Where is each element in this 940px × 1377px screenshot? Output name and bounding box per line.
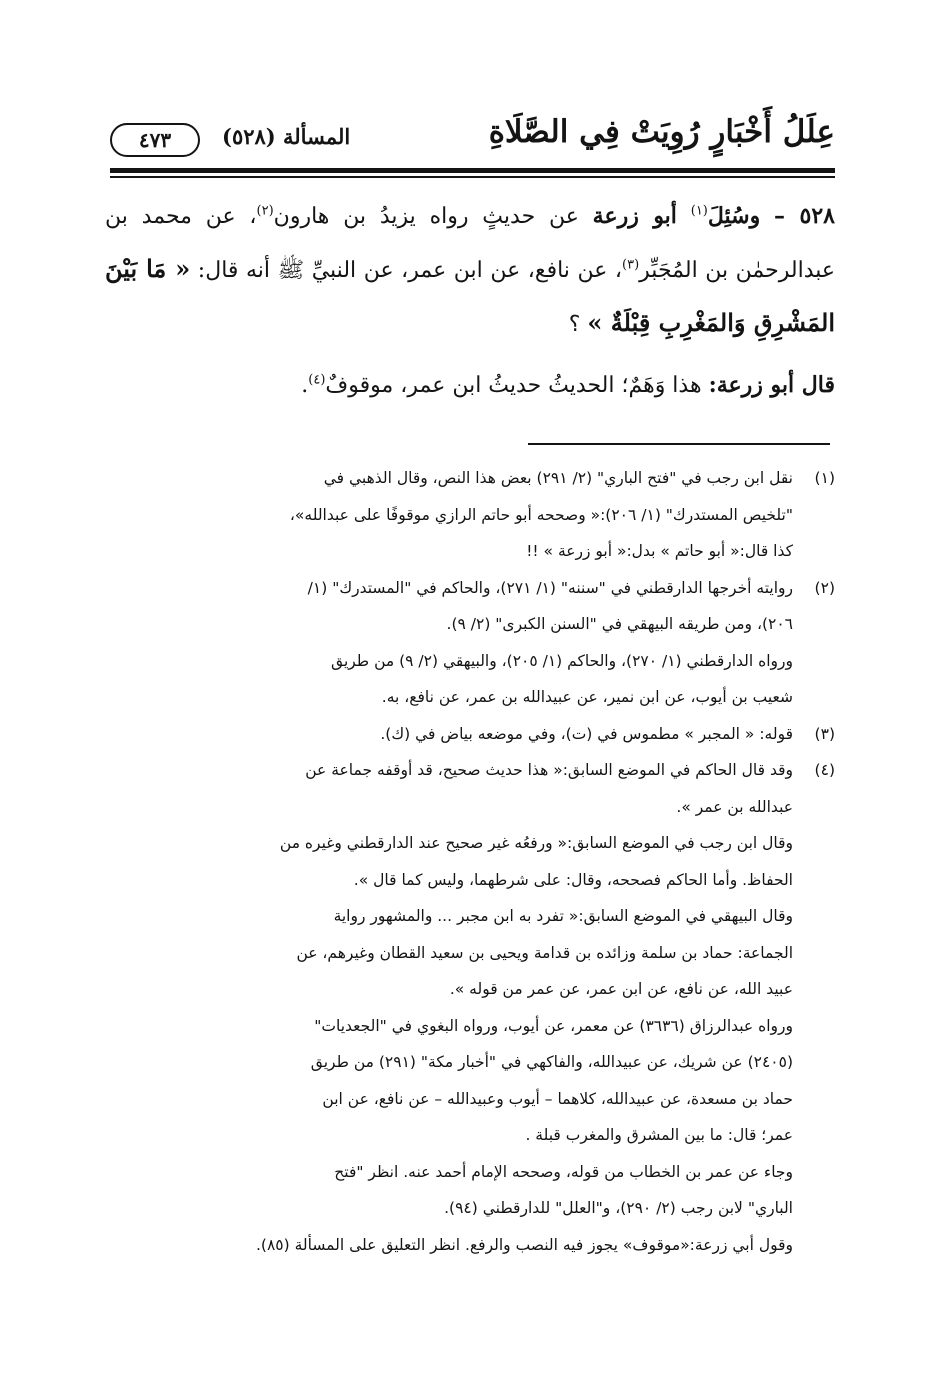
footnote-line: الجماعة: حماد بن سلمة وزائده بن قدامة ويحيى بن سعيد القطان وغيرهم، عن bbox=[296, 943, 793, 962]
footnote-number: (٣) bbox=[814, 724, 835, 743]
footnote-line: عمر؛ قال: ما بين المشرق والمغرب قبلة . bbox=[525, 1126, 793, 1144]
footnote-line: وقول أبي زرعة:«موقوف» يجوز فيه النصب والرفع. انظر التعليق على المسألة (٨٥). bbox=[255, 1235, 793, 1254]
issue-label: المسألة (٥٢٨) bbox=[222, 124, 351, 149]
footnote-line: الباري" لابن رجب (٢/ ٢٩٠)، و"العلل" للدارقطني (٩٤). bbox=[444, 1199, 793, 1217]
question-text-b: ، عن محمد بن عبدالرحمٰن بن المُجَبِّر bbox=[105, 204, 836, 283]
footnote-line: روايته أخرجها الدارقطني في "سننه" (١/ ٢٧١)، والحاكم في "المستدرك" (١/ bbox=[307, 578, 793, 597]
footnote-line: عبيد الله، عن نافع، عن ابن عمر، عن عمر من قوله ». bbox=[449, 980, 793, 998]
question-text-a: عن حديثٍ رواه يزيدُ بن هارون bbox=[273, 204, 579, 229]
page-number-badge: ٤٧٣ bbox=[110, 123, 200, 157]
footnote-line: وقد قال الحاكم في الموضع السابق:« هذا حديث صحيح، قد أوقفه جماعة عن bbox=[305, 761, 793, 779]
footnote-line: كذا قال:« أبو حاتم » بدل:« أبو زرعة » !! bbox=[526, 542, 793, 560]
page-header bbox=[110, 112, 835, 164]
issue-number: ٥٢٨ – bbox=[774, 203, 835, 229]
answer-label: قال أبو زرعة: bbox=[708, 372, 835, 398]
footnote-ref-3[interactable]: (٣) bbox=[622, 257, 640, 273]
footnote-line: "تلخيص المستدرك" (١/ ٢٠٦):« وصححه أبو حاتم الرازي موقوفًا على عبدالله»، bbox=[289, 505, 793, 524]
book-title: عِلَلُ أَخْبَارٍ رُوِيَتْ فِي الصَّلَاةِ bbox=[488, 114, 835, 150]
footnote-line: ورواه الدارقطني (١/ ٢٧٠)، والحاكم (١/ ٢٠٥)، والبيهقي (٢/ ٩) من طريق bbox=[331, 651, 793, 670]
question-mark: ؟ bbox=[568, 312, 581, 337]
footnote-ref-1[interactable]: (١) bbox=[690, 203, 708, 219]
footnote-1 bbox=[105, 460, 835, 570]
footnotes bbox=[105, 460, 835, 1263]
header-rule-thin bbox=[110, 176, 835, 178]
footnote-line: عبدالله بن عمر ». bbox=[676, 797, 793, 816]
footnote-line: حماد بن مسعدة، عن عبيدالله، كلاهما – أيوب وعبيدالله – عن نافع، عن ابن bbox=[322, 1089, 793, 1108]
footnote-line: نقل ابن رجب في "فتح الباري" (٢/ ٢٩١) بعض هذا النص، وقال الذهبي في bbox=[323, 469, 793, 487]
question-paragraph bbox=[105, 190, 835, 351]
footnote-line: ٢٠٦)، ومن طريقه البيهقي في "السنن الكبرى" (٢/ ٩). bbox=[446, 615, 793, 633]
footnote-ref-4[interactable]: (٤) bbox=[308, 372, 326, 388]
footnote-line: (٢٤٠٥) عن شريك، عن عبيدالله، والفاكهي في "أخبار مكة" (٢٩١) من طريق bbox=[310, 1053, 793, 1071]
footnote-number: (٢) bbox=[814, 578, 835, 597]
footnote-line: وجاء عن عمر بن الخطاب من قوله، وصححه الإمام أحمد عنه. انظر "فتح bbox=[334, 1162, 793, 1181]
footnote-line: الحفاظ. وأما الحاكم فصححه، وقال: على شرطهما، وليس كما قال ». bbox=[353, 870, 793, 889]
asked-word: وسُئِلَ bbox=[707, 203, 761, 229]
question-text-c: ، عن نافع، عن ابن عمر، عن النبيِّ ﷺ أنه قال: bbox=[197, 258, 623, 283]
main-text bbox=[105, 190, 835, 412]
header-rule-thick bbox=[110, 168, 835, 173]
footnote-number: (١) bbox=[814, 469, 835, 487]
scholar-name: أبو زرعة bbox=[592, 203, 677, 229]
footnote-2 bbox=[105, 570, 835, 716]
footnote-line: ورواه عبدالرزاق (٣٦٣٦) عن معمر، عن أيوب، ورواه البغوي في "الجعديات" bbox=[314, 1016, 793, 1035]
hadith-text: « مَا بَيْنَ المَشْرِقِ وَالمَغْرِبِ قِبْلَةٌ » bbox=[105, 254, 835, 337]
footnote-line: وقال ابن رجب في الموضع السابق:« ورفعُه غير صحيح عند الدارقطني وغيره من bbox=[279, 834, 793, 852]
footnote-separator bbox=[528, 443, 830, 445]
answer-end: . bbox=[301, 373, 309, 398]
answer-text: هذا وَهَمٌ؛ الحديثُ حديثُ ابن عمر، موقوفٌ bbox=[325, 373, 702, 398]
footnote-ref-2[interactable]: (٢) bbox=[256, 203, 274, 219]
footnote-number: (٤) bbox=[814, 761, 835, 779]
footnote-line: قوله: « المجبر » مطموس في (ت)، وفي موضعه بياض في (ك). bbox=[380, 724, 793, 743]
footnote-line: شعيب بن أيوب، عن ابن نمير، عن عبيدالله بن عمر، عن نافع، به. bbox=[381, 688, 793, 706]
footnote-4 bbox=[105, 752, 835, 1263]
footnote-3 bbox=[105, 716, 835, 753]
answer-paragraph bbox=[105, 359, 835, 412]
footnote-line: وقال البيهقي في الموضع السابق:« تفرد به ابن مجبر ... والمشهور رواية bbox=[333, 907, 793, 925]
